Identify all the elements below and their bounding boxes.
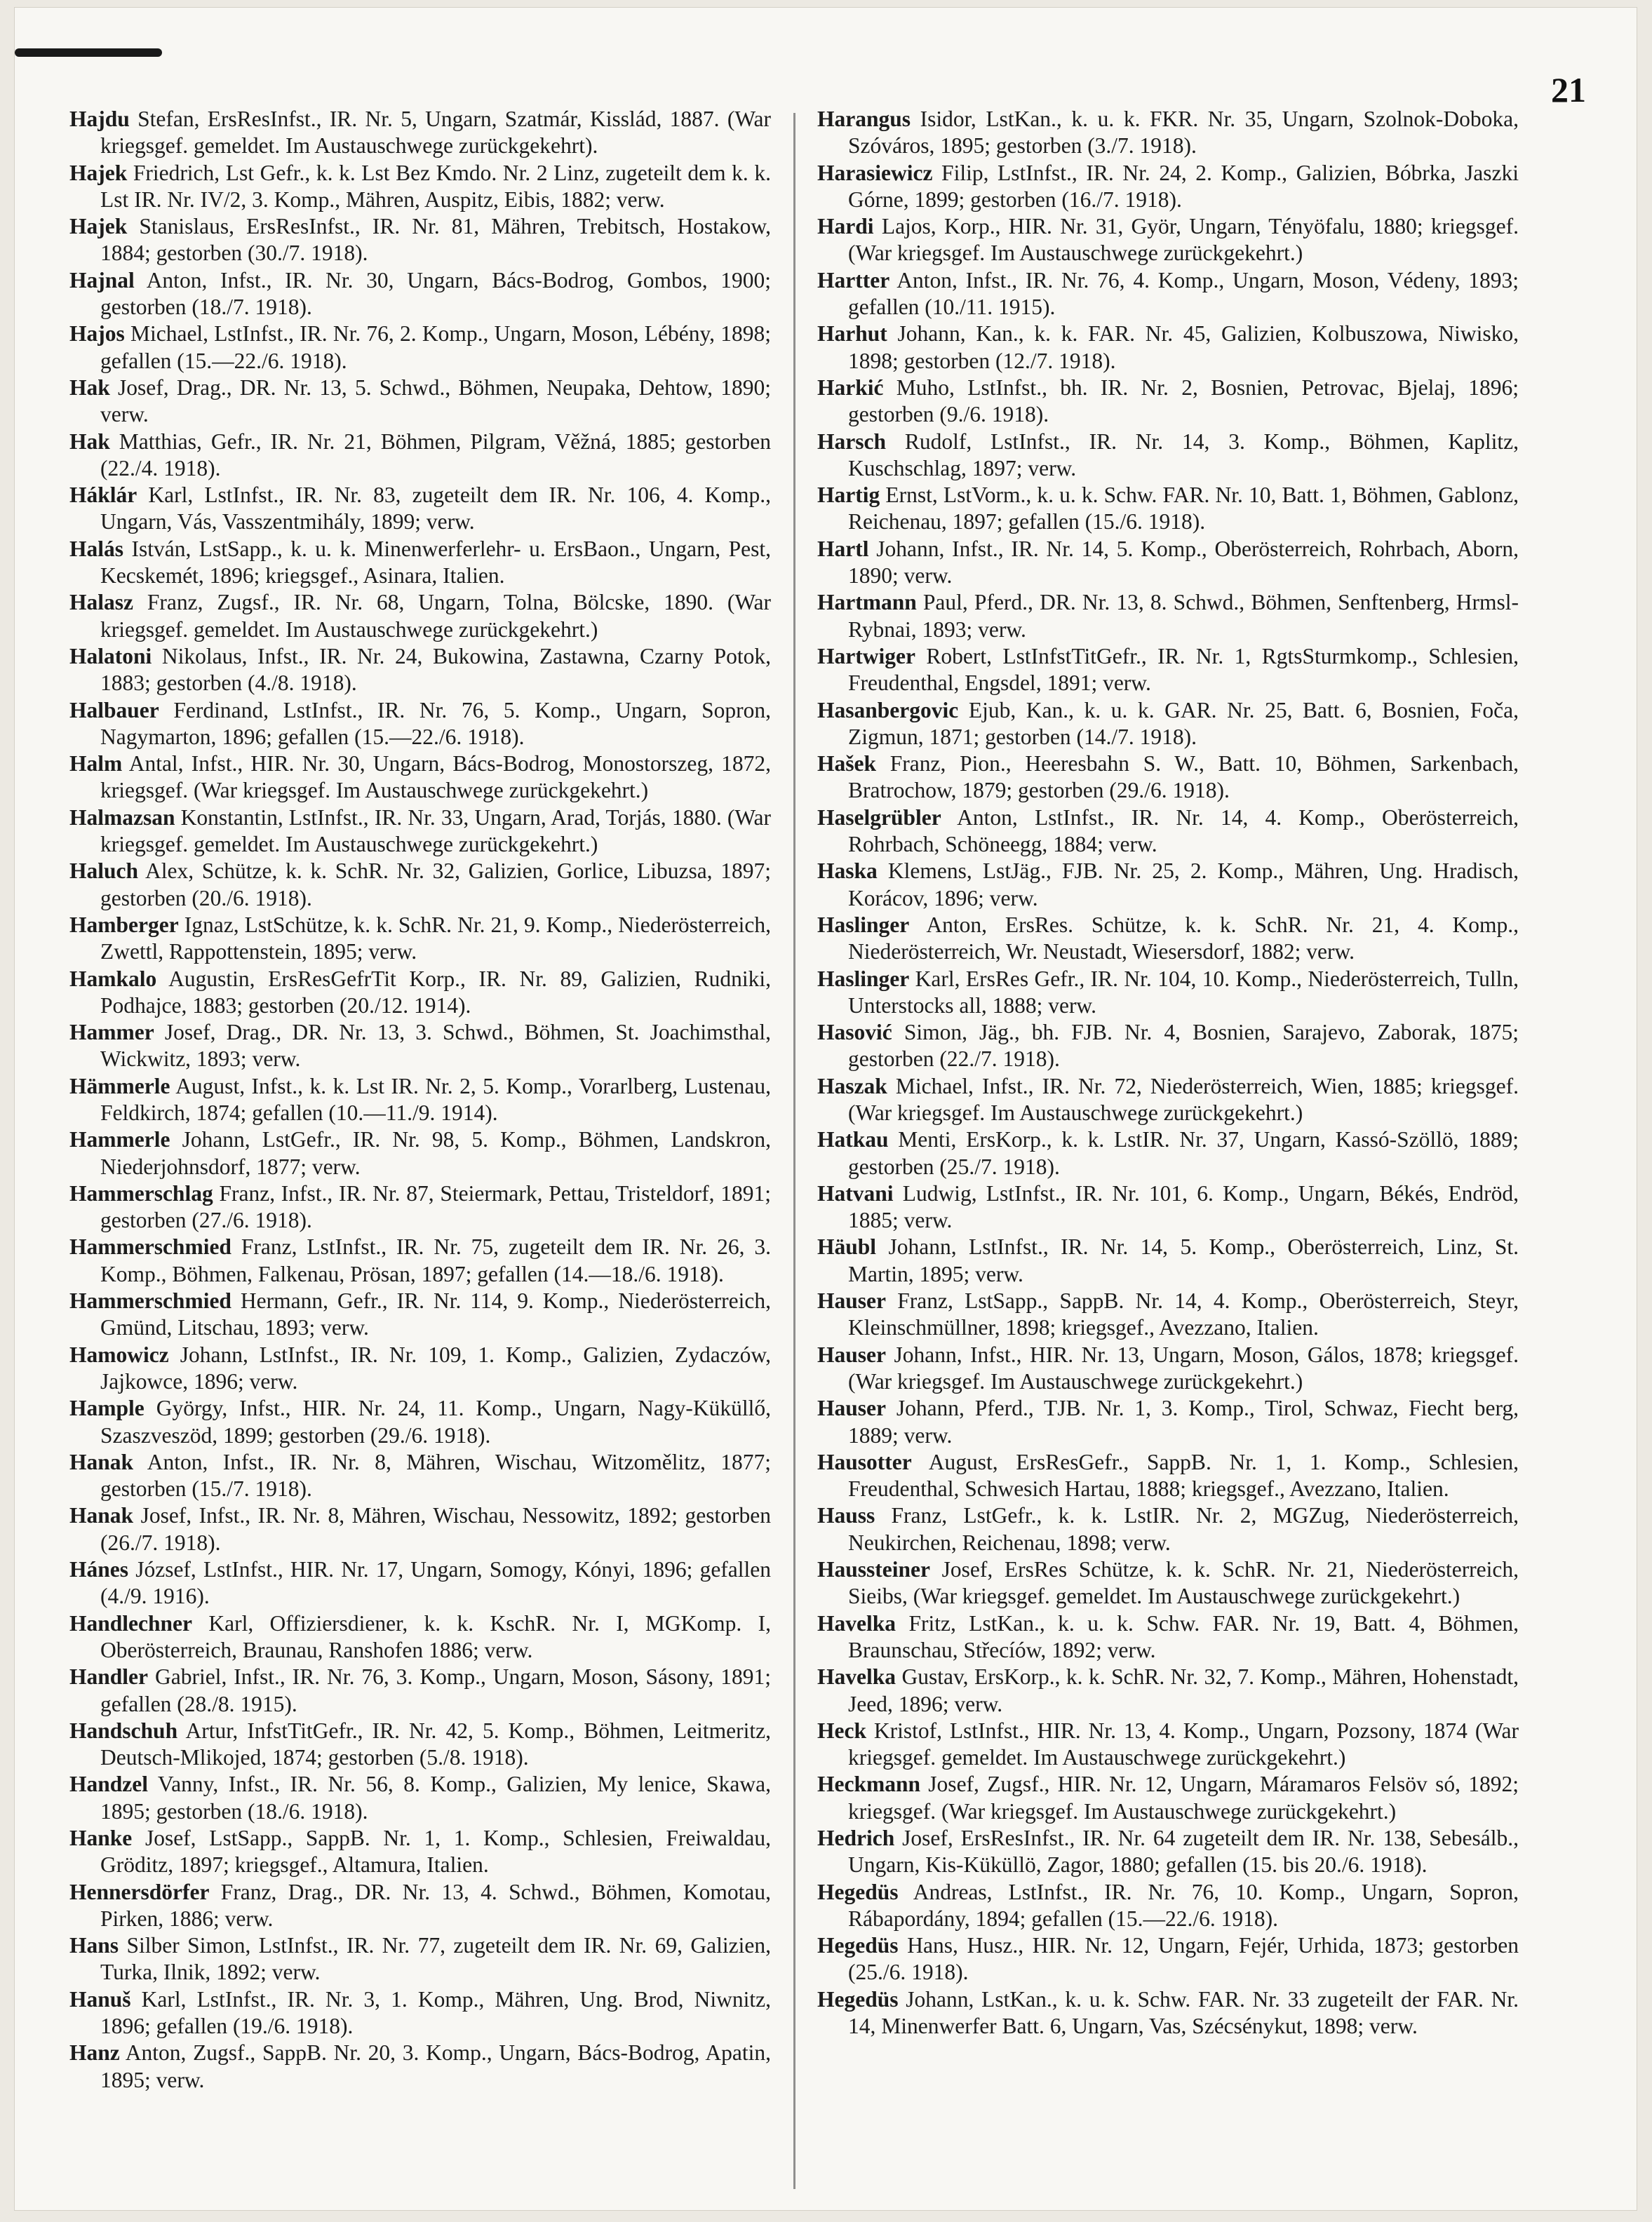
entry-surname: Hammerschmied (69, 1288, 231, 1314)
entry-details: Robert, LstInfstTitGefr., IR. Nr. 1, RgtsSturmkomp., Schlesien, Freudenthal, Engsdel, 1891; verw. (848, 643, 1519, 696)
casualty-entry (817, 589, 1519, 643)
entry-details: August, Infst., k. k. Lst IR. Nr. 2, 5. Komp., Vorarlberg, Lustenau, Feldkirch, 1874; gefallen (10.—11./9. 1914). (100, 1073, 772, 1125)
entry-surname: Hak (69, 375, 110, 400)
casualty-entry (69, 1019, 771, 1073)
entry-surname: Hatvani (817, 1180, 894, 1206)
casualty-entry (817, 106, 1519, 160)
casualty-entry (817, 804, 1519, 858)
entry-details: Konstantin, LstInfst., IR. Nr. 33, Ungarn, Arad, Torjás, 1880. (War kriegsgef. gemeldet. Im Austauschwege zurückgekehrt.) (100, 804, 772, 857)
entry-surname: Halm (69, 751, 123, 776)
entry-details: József, LstInfst., HIR. Nr. 17, Ungarn, Somogy, Kónyi, 1896; gefallen (4./9. 1916). (100, 1557, 772, 1609)
entry-details: Johann, LstInfst., IR. Nr. 109, 1. Komp., Galizien, Zydaczów, Jajkowce, 1896; verw. (100, 1342, 771, 1394)
casualty-entry (817, 1073, 1519, 1127)
entry-details: Alex, Schütze, k. k. SchR. Nr. 32, Galizien, Gorlice, Libuzsa, 1897; gestorben (20./6. 1918). (100, 858, 772, 910)
entry-surname: Hasanbergovic (817, 697, 959, 722)
casualty-entry (817, 697, 1519, 751)
entry-surname: Hegedüs (817, 1879, 899, 1904)
entry-details: Anton, Infst., IR. Nr. 30, Ungarn, Bács-Bodrog, Gombos, 1900; gestorben (18./7. 1918). (100, 267, 771, 320)
entry-surname: Hajek (69, 160, 128, 185)
casualty-entry (817, 1932, 1519, 1986)
casualty-entry (817, 1771, 1519, 1825)
entry-surname: Hauser (817, 1288, 886, 1314)
entry-surname: Hanak (69, 1449, 134, 1474)
entry-surname: Halbauer (69, 697, 159, 722)
document-page (14, 7, 1637, 2211)
entry-details: Gustav, ErsKorp., k. k. SchR. Nr. 32, 7. Komp., Mähren, Hohenstadt, Jeed, 1896; verw. (848, 1664, 1519, 1716)
entry-details: Hans, Husz., HIR. Nr. 12, Ungarn, Fejér, Urhida, 1873; gestorben (25./6. 1918). (848, 1933, 1519, 1985)
entry-surname: Hauser (817, 1396, 886, 1421)
casualty-entry (69, 1288, 771, 1342)
casualty-entry (69, 1234, 771, 1288)
casualty-entry (69, 1932, 771, 1986)
casualty-entry (69, 1449, 771, 1503)
entry-details: Josef, Drag., DR. Nr. 13, 3. Schwd., Böhmen, St. Joachimsthal, Wickwitz, 1893; verw. (100, 1020, 771, 1072)
casualty-entry (69, 1395, 771, 1449)
entry-details: Anton, Infst., IR. Nr. 76, 4. Komp., Ungarn, Moson, Védeny, 1893; gefallen (10./11. 1915). (848, 267, 1519, 320)
casualty-entry (69, 1502, 771, 1556)
page-number: 21 (1551, 70, 1586, 109)
entry-details: Anton, Infst., IR. Nr. 8, Mähren, Wischau, Witzomělitz, 1877; gestorben (15./7. 1918). (100, 1449, 771, 1502)
casualty-entry (69, 429, 771, 483)
entry-details: Menti, ErsKorp., k. k. LstIR. Nr. 37, Ungarn, Kassó-Szöllö, 1889; gestorben (25./7. 1918). (848, 1127, 1519, 1179)
entry-surname: Haslinger (817, 966, 910, 991)
entry-details: Michael, Infst., IR. Nr. 72, Niederösterreich, Wien, 1885; kriegsgef. (War kriegsgef. Im Austauschwege zurückgekehrt.) (848, 1073, 1519, 1125)
casualty-entry (817, 1664, 1519, 1718)
entry-details: Karl, LstInfst., IR. Nr. 83, zugeteilt dem IR. Nr. 106, 4. Komp., Ungarn, Vás, Vasszentmihály, 1899; verw. (100, 483, 772, 534)
entry-surname: Handler (69, 1664, 149, 1690)
entry-details: Ernst, LstVorm., k. u. k. Schw. FAR. Nr. 10, Batt. 1, Böhmen, Gablonz, Reichenau, 1897; gefallen (15./6. 1918). (848, 483, 1519, 534)
entry-details: Michael, LstInfst., IR. Nr. 76, 2. Komp., Ungarn, Moson, Lébény, 1898; gefallen (15.—22./6. 1918). (100, 321, 771, 373)
casualty-entry (69, 375, 771, 429)
entry-details: Matthias, Gefr., IR. Nr. 21, Böhmen, Pilgram, Věžná, 1885; gestorben (22./4. 1918). (100, 429, 772, 480)
casualty-entry (69, 536, 771, 590)
casualty-entry (69, 1986, 771, 2040)
column-divider (793, 113, 795, 2189)
entry-surname: Hanuš (69, 1986, 131, 2012)
entry-surname: Harkić (817, 375, 884, 400)
entry-surname: Hegedüs (817, 1933, 899, 1958)
entry-details: Franz, LstSapp., SappB. Nr. 14, 4. Komp., Oberösterreich, Steyr, Kleinschmüllner, 1898; kriegsgef., Avezzano, Italien. (848, 1288, 1519, 1340)
entry-surname: Handlechner (69, 1610, 193, 1636)
entry-surname: Handzel (69, 1772, 149, 1797)
entry-details: Johann, Infst., IR. Nr. 14, 5. Komp., Oberösterreich, Rohrbach, Aborn, 1890; verw. (848, 536, 1519, 588)
casualty-entry (817, 1718, 1519, 1772)
casualty-entry (817, 1556, 1519, 1610)
casualty-entry (817, 858, 1519, 912)
casualty-entry (69, 1610, 771, 1664)
left-column (69, 106, 771, 2094)
entry-surname: Hardi (817, 214, 874, 239)
entry-details: Artur, InfstTitGefr., IR. Nr. 42, 5. Komp., Böhmen, Leitmeritz, Deutsch-Mlikojed, 1874; gestorben (5./8. 1918). (100, 1718, 772, 1770)
entry-details: Anton, Zugsf., SappB. Nr. 20, 3. Komp., Ungarn, Bács-Bodrog, Apatin, 1895; verw. (100, 2040, 771, 2092)
casualty-entry (817, 750, 1519, 804)
casualty-entry (817, 1234, 1519, 1288)
entry-surname: Hanz (69, 2040, 120, 2066)
entry-details: Fritz, LstKan., k. u. k. Schw. FAR. Nr. 19, Batt. 4, Böhmen, Braunschau, Střecíów, 1892; verw. (848, 1610, 1519, 1662)
casualty-entry (817, 1395, 1519, 1449)
entry-details: Johann, Infst., HIR. Nr. 13, Ungarn, Moson, Gálos, 1878; kriegsgef. (War kriegsgef. Im Austauschwege zurückgekehrt.) (848, 1342, 1519, 1394)
entry-surname: Heck (817, 1718, 866, 1743)
entry-surname: Halmazsan (69, 804, 175, 830)
entry-details: Rudolf, LstInfst., IR. Nr. 14, 3. Komp., Böhmen, Kaplitz, Kuschschlag, 1897; verw. (848, 429, 1519, 480)
entry-details: Franz, Drag., DR. Nr. 13, 4. Schwd., Böhmen, Komotau, Pirken, 1886; verw. (100, 1879, 771, 1931)
entry-details: Paul, Pferd., DR. Nr. 13, 8. Schwd., Böhmen, Senftenberg, Hrmsl-Rybnai, 1893; verw. (848, 590, 1519, 642)
entry-details: Antal, Infst., HIR. Nr. 30, Ungarn, Bács-Bodrog, Monostorszeg, 1872, kriegsgef. (War kriegsgef. Im Austauschwege zurückgekehrt.) (100, 751, 772, 803)
entry-surname: Harsch (817, 429, 886, 454)
entry-details: Anton, LstInfst., IR. Nr. 14, 4. Komp., Oberösterreich, Rohrbach, Schöneegg, 1884; verw. (848, 804, 1519, 857)
casualty-entry (69, 106, 771, 160)
entry-surname: Hample (69, 1396, 145, 1421)
entry-surname: Havelka (817, 1664, 896, 1690)
casualty-entry (817, 429, 1519, 483)
entry-surname: Halasz (69, 590, 133, 615)
casualty-entry (817, 482, 1519, 536)
entry-surname: Hajdu (69, 107, 130, 131)
entry-details: Stefan, ErsResInfst., IR. Nr. 5, Ungarn, Szatmár, Kisslád, 1887. (War kriegsgef. gemeldet. Im Austauschwege zurückgekehrt). (100, 107, 771, 159)
casualty-entry (817, 1126, 1519, 1180)
entry-details: Isidor, LstKan., k. u. k. FKR. Nr. 35, Ungarn, Szolnok-Doboka, Szóváros, 1895; gestorben (3./7. 1918). (848, 107, 1519, 159)
entry-details: Franz, LstInfst., IR. Nr. 75, zugeteilt dem IR. Nr. 26, 3. Komp., Böhmen, Falkenau, Prösan, 1897; gefallen (14.—18./6. 1918). (100, 1234, 771, 1286)
entry-surname: Heckmann (817, 1772, 921, 1797)
entry-details: Augustin, ErsResGefrTit Korp., IR. Nr. 89, Galizien, Rudniki, Podhajce, 1883; gestorben (20./12. 1914). (100, 966, 772, 1018)
entry-surname: Hartter (817, 267, 890, 292)
entry-surname: Hedrich (817, 1826, 895, 1850)
casualty-entry (817, 213, 1519, 267)
entry-details: Karl, Offiziersdiener, k. k. KschR. Nr. I, MGKomp. I, Oberösterreich, Braunau, Ranshofen 1886; verw. (100, 1610, 771, 1662)
entry-surname: Haluch (69, 858, 139, 884)
entry-surname: Hammer (69, 1020, 154, 1045)
entry-surname: Hatkau (817, 1127, 889, 1152)
casualty-entry (69, 1073, 771, 1127)
casualty-entry (69, 750, 771, 804)
entry-surname: Hammerschmied (69, 1234, 231, 1260)
right-column (817, 106, 1519, 2040)
entry-surname: Hauser (817, 1342, 886, 1367)
entry-surname: Hammerle (69, 1127, 170, 1152)
casualty-entry (69, 267, 771, 321)
entry-surname: Hanke (69, 1826, 133, 1850)
casualty-entry (69, 321, 771, 375)
entry-surname: Hartwiger (817, 643, 915, 668)
casualty-entry (817, 966, 1519, 1020)
entry-surname: Hegedüs (817, 1986, 899, 2012)
entry-details: Klemens, LstJäg., FJB. Nr. 25, 2. Komp., Mähren, Ung. Hradisch, Korácov, 1896; verw. (848, 858, 1519, 910)
casualty-entry (817, 267, 1519, 321)
entry-surname: Hašek (817, 751, 877, 776)
entry-surname: Hajek (69, 214, 128, 239)
entry-details: Muho, LstInfst., bh. IR. Nr. 2, Bosnien, Petrovac, Bjelaj, 1896; gestorben (9./6. 1918). (848, 375, 1519, 427)
entry-details: Stanislaus, ErsResInfst., IR. Nr. 81, Mähren, Trebitsch, Hostakow, 1884; gestorben (30./7. 1918). (100, 214, 771, 266)
entry-details: Silber Simon, LstInfst., IR. Nr. 77, zugeteilt dem IR. Nr. 69, Galizien, Turka, Ilnik, 1892; verw. (100, 1933, 772, 1985)
entry-details: Gabriel, Infst., IR. Nr. 76, 3. Komp., Ungarn, Moson, Sásony, 1891; gefallen (28./8. 1915). (100, 1664, 771, 1716)
entry-surname: Hánes (69, 1557, 129, 1582)
casualty-entry (69, 1771, 771, 1825)
casualty-entry (817, 1986, 1519, 2040)
entry-surname: Hamberger (69, 912, 179, 937)
entry-details: Filip, LstInfst., IR. Nr. 24, 2. Komp., Galizien, Bóbrka, Jaszki Górne, 1899; gestorben (16./7. 1918). (848, 160, 1519, 212)
casualty-entry (69, 966, 771, 1020)
entry-details: Josef, Zugsf., HIR. Nr. 12, Ungarn, Máramaros Felsöv só, 1892; kriegsgef. (War kriegsgef. Im Austauschwege zurückgekehrt.) (848, 1772, 1519, 1824)
entry-details: Johann, Pferd., TJB. Nr. 1, 3. Komp., Tirol, Schwaz, Fiecht berg, 1889; verw. (848, 1396, 1519, 1448)
entry-details: Josef, ErsRes Schütze, k. k. SchR. Nr. 21, Niederösterreich, Sieibs, (War kriegsgef. gemeldet. Im Austauschwege zurückgekehrt.) (848, 1557, 1519, 1609)
entry-surname: Hajnal (69, 267, 135, 292)
entry-details: Hermann, Gefr., IR. Nr. 114, 9. Komp., Niederösterreich, Gmünd, Litschau, 1893; verw. (100, 1288, 771, 1340)
entry-surname: Harhut (817, 321, 887, 346)
entry-details: György, Infst., HIR. Nr. 24, 11. Komp., Ungarn, Nagy-Küküllő, Szaszveszöd, 1899; gestorben (29./6. 1918). (100, 1396, 772, 1448)
entry-details: Ejub, Kan., k. u. k. GAR. Nr. 25, Batt. 6, Bosnien, Foča, Zigmun, 1871; gestorben (14./7. 1918). (848, 697, 1519, 749)
casualty-entry (69, 1825, 771, 1879)
entry-details: Franz, Infst., IR. Nr. 87, Steiermark, Pettau, Tristeldorf, 1891; gestorben (27./6. 1918). (100, 1180, 771, 1233)
casualty-entry (817, 1288, 1519, 1342)
entry-details: Simon, Jäg., bh. FJB. Nr. 4, Bosnien, Sarajevo, Zaborak, 1875; gestorben (22./7. 1918). (848, 1020, 1519, 1072)
casualty-entry (817, 1180, 1519, 1234)
entry-details: Josef, Drag., DR. Nr. 13, 5. Schwd., Böhmen, Neupaka, Dehtow, 1890; verw. (100, 375, 772, 427)
entry-details: Franz, Zugsf., IR. Nr. 68, Ungarn, Tolna, Bölcske, 1890. (War kriegsgef. gemeldet. Im Austauschwege zurückgekehrt.) (100, 590, 771, 642)
entry-surname: Halatoni (69, 643, 152, 668)
entry-surname: Hausotter (817, 1449, 912, 1474)
entry-surname: Haslinger (817, 912, 910, 937)
entry-surname: Haszak (817, 1073, 887, 1098)
casualty-entry (817, 1019, 1519, 1073)
casualty-entry (69, 804, 771, 858)
entry-surname: Häubl (817, 1234, 877, 1260)
entry-details: Karl, LstInfst., IR. Nr. 3, 1. Komp., Mähren, Ung. Brod, Niwnitz, 1896; gefallen (19./6. 1918). (100, 1986, 772, 2039)
casualty-entry (69, 2040, 771, 2094)
casualty-entry (69, 1664, 771, 1718)
entry-details: Ignaz, LstSchütze, k. k. SchR. Nr. 21, 9. Komp., Niederösterreich, Zwettl, Rappottenstein, 1895; verw. (100, 912, 771, 964)
entry-surname: Hartig (817, 483, 880, 508)
entry-details: Ferdinand, LstInfst., IR. Nr. 76, 5. Komp., Ungarn, Sopron, Nagymarton, 1896; gefallen (15.—22./6. 1918). (100, 697, 771, 749)
entry-surname: Hartmann (817, 590, 917, 615)
entry-details: István, LstSapp., k. u. k. Minenwerferlehr- u. ErsBaon., Ungarn, Pest, Kecskemét, 1896; kriegsgef., Asinara, Italien. (100, 536, 772, 588)
casualty-entry (69, 912, 771, 966)
entry-details: Johann, LstKan., k. u. k. Schw. FAR. Nr. 33 zugeteilt der FAR. Nr. 14, Minenwerfer Batt. 6, Ungarn, Vas, Szécsénykut, 1898; verw. (848, 1986, 1519, 2039)
entry-details: Karl, ErsRes Gefr., IR. Nr. 104, 10. Komp., Niederösterreich, Tulln, Unterstocks all, 1888; verw. (848, 966, 1519, 1018)
casualty-entry (817, 1879, 1519, 1933)
scan-smudge (15, 48, 162, 57)
entry-details: Franz, LstGefr., k. k. LstIR. Nr. 2, MGZug, Niederösterreich, Neukirchen, Reichenau, 1898; verw. (848, 1503, 1519, 1555)
casualty-entry (69, 1126, 771, 1180)
entry-surname: Hamkalo (69, 966, 157, 991)
casualty-entry (817, 1825, 1519, 1879)
entry-surname: Haska (817, 858, 878, 884)
entry-surname: Havelka (817, 1610, 896, 1636)
entry-details: Josef, ErsResInfst., IR. Nr. 64 zugeteilt dem IR. Nr. 138, Sebesálb., Ungarn, Kis-Küküllö, Zagor, 1880; gefallen (15. bis 20./6. 1918). (848, 1826, 1519, 1878)
casualty-entry (817, 1610, 1519, 1664)
casualty-entry (817, 1449, 1519, 1503)
entry-surname: Hasović (817, 1020, 892, 1045)
casualty-entry (69, 1718, 771, 1772)
casualty-entry (817, 1502, 1519, 1556)
entry-details: Johann, LstInfst., IR. Nr. 14, 5. Komp., Oberösterreich, Linz, St. Martin, 1895; verw. (848, 1234, 1519, 1286)
entry-surname: Hak (69, 429, 110, 454)
casualty-entry (817, 1342, 1519, 1396)
entry-surname: Háklár (69, 483, 137, 508)
entry-surname: Hennersdörfer (69, 1879, 210, 1904)
entry-details: August, ErsResGefr., SappB. Nr. 1, 1. Komp., Schlesien, Freudenthal, Schwesich Hartau, 1888; kriegsgef., Avezzano, Italien. (848, 1449, 1519, 1502)
entry-details: Vanny, Infst., IR. Nr. 56, 8. Komp., Galizien, My lenice, Skawa, 1895; gestorben (18./6. 1918). (100, 1772, 771, 1824)
entry-surname: Harangus (817, 107, 911, 131)
casualty-entry (69, 589, 771, 643)
casualty-entry (817, 912, 1519, 966)
casualty-entry (69, 643, 771, 697)
casualty-entry (69, 482, 771, 536)
entry-surname: Hartl (817, 536, 869, 561)
entry-surname: Hamowicz (69, 1342, 169, 1367)
entry-details: Johann, Kan., k. k. FAR. Nr. 45, Galizien, Kolbuszowa, Niwisko, 1898; gestorben (12./7. 1918). (848, 321, 1519, 373)
casualty-entry (817, 321, 1519, 375)
entry-surname: Harasiewicz (817, 160, 933, 185)
entry-surname: Haussteiner (817, 1557, 930, 1582)
casualty-entry (69, 697, 771, 751)
entry-surname: Hajos (69, 321, 125, 346)
entry-details: Josef, Infst., IR. Nr. 8, Mähren, Wischau, Nessowitz, 1892; gestorben (26./7. 1918). (100, 1503, 771, 1555)
casualty-entry (817, 375, 1519, 429)
casualty-entry (69, 1556, 771, 1610)
casualty-entry (817, 643, 1519, 697)
casualty-entry (69, 213, 771, 267)
entry-surname: Hans (69, 1933, 119, 1958)
entry-surname: Hämmerle (69, 1073, 170, 1098)
casualty-entry (69, 1180, 771, 1234)
entry-details: Ludwig, LstInfst., IR. Nr. 101, 6. Komp., Ungarn, Békés, Endröd, 1885; verw. (848, 1180, 1519, 1233)
entry-details: Johann, LstGefr., IR. Nr. 98, 5. Komp., Böhmen, Landskron, Niederjohnsdorf, 1877; verw. (100, 1127, 772, 1179)
entry-details: Anton, ErsRes. Schütze, k. k. SchR. Nr. 21, 4. Komp., Niederösterreich, Wr. Neustadt, Wiesersdorf, 1882; verw. (848, 912, 1519, 964)
entry-surname: Haselgrübler (817, 804, 941, 830)
entry-details: Andreas, LstInfst., IR. Nr. 76, 10. Komp., Ungarn, Sopron, Rábapordány, 1894; gefallen (15.—22./6. 1918). (848, 1879, 1519, 1931)
casualty-entry (817, 160, 1519, 214)
entry-details: Nikolaus, Infst., IR. Nr. 24, Bukowina, Zastawna, Czarny Potok, 1883; gestorben (4./8. 1918). (100, 643, 771, 696)
casualty-entry (69, 858, 771, 912)
casualty-entry (69, 160, 771, 214)
entry-surname: Hanak (69, 1503, 134, 1528)
entry-surname: Halás (69, 536, 124, 561)
entry-surname: Hauss (817, 1503, 875, 1528)
entry-surname: Hammerschlag (69, 1180, 213, 1206)
casualty-entry (817, 536, 1519, 590)
entry-details: Franz, Pion., Heeresbahn S. W., Batt. 10, Böhmen, Sarkenbach, Bratrochow, 1879; gestorben (29./6. 1918). (848, 751, 1519, 803)
entry-details: Kristof, LstInfst., HIR. Nr. 13, 4. Komp., Ungarn, Pozsony, 1874 (War kriegsgef. gemeldet. Im Austauschwege zurückgekehrt.) (848, 1718, 1519, 1770)
entry-surname: Handschuh (69, 1718, 178, 1743)
entry-details: Lajos, Korp., HIR. Nr. 31, Györ, Ungarn, Tényöfalu, 1880; kriegsgef. (War kriegsgef. Im Austauschwege zurückgekehrt.) (848, 214, 1519, 266)
entry-details: Josef, LstSapp., SappB. Nr. 1, 1. Komp., Schlesien, Freiwaldau, Gröditz, 1897; kriegsgef., Altamura, Italien. (100, 1826, 771, 1878)
casualty-entry (69, 1342, 771, 1396)
casualty-entry (69, 1879, 771, 1933)
entry-details: Friedrich, Lst Gefr., k. k. Lst Bez Kmdo. Nr. 2 Linz, zugeteilt dem k. k. Lst IR. Nr. IV/2, 3. Komp., Mähren, Auspitz, Eibis, 1882; verw. (100, 160, 771, 212)
